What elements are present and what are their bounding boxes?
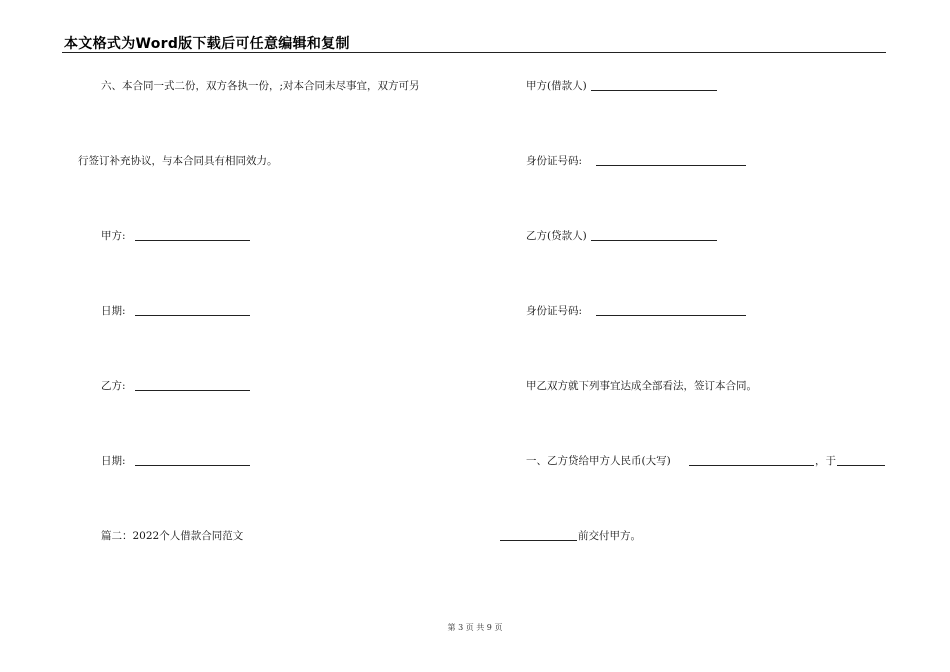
header-rule: [62, 52, 886, 53]
clause1-mid: ，于: [815, 455, 836, 467]
lender-blank: [591, 240, 717, 241]
party-b-blank: [135, 390, 250, 391]
lender-label: 乙方(贷款人): [526, 230, 587, 242]
clause1-cont: 前交付甲方。: [578, 530, 641, 542]
borrower-label: 甲方(借款人): [526, 80, 587, 92]
date2-blank: [135, 465, 250, 466]
date-blank: [837, 465, 885, 466]
amount-blank: [689, 465, 814, 466]
borrower-blank: [591, 90, 717, 91]
id1-label: 身份证号码:: [526, 155, 583, 167]
id2-label: 身份证号码:: [526, 305, 583, 317]
clause6-line1: 六、本合同一式二份，双方各执一份，;对本合同未尽事宜，双方可另: [101, 80, 420, 92]
party-b-label: 乙方:: [101, 380, 126, 392]
delivery-date-blank: [500, 540, 577, 541]
section-title: 篇二：2022个人借款合同范文: [101, 530, 244, 542]
date1-label: 日期:: [101, 305, 126, 317]
page-header-title: 本文格式为Word版下载后可任意编辑和复制: [64, 36, 350, 52]
clause1-prefix: 一、乙方贷给甲方人民币(大写): [526, 455, 671, 467]
party-a-label: 甲方:: [101, 230, 126, 242]
date1-blank: [135, 315, 250, 316]
id1-blank: [596, 165, 746, 166]
page-number: 第 3 页 共 9 页: [447, 623, 503, 632]
id2-blank: [596, 315, 746, 316]
agreement-text: 甲乙双方就下列事宜达成全部看法，签订本合同。: [526, 380, 757, 392]
date2-label: 日期:: [101, 455, 126, 467]
party-a-blank: [135, 240, 250, 241]
clause6-line2: 行签订补充协议，与本合同具有相同效力。: [78, 155, 278, 167]
